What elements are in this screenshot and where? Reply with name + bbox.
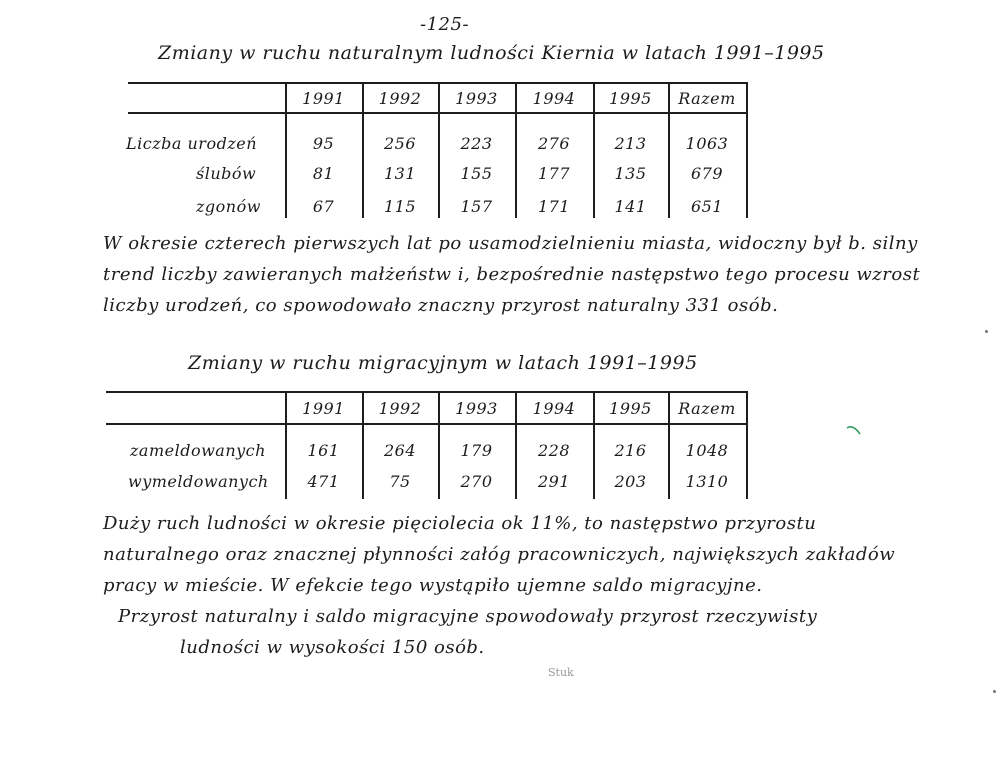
table2-cell: 1310	[685, 472, 729, 491]
table2-header-cell: 1995	[609, 399, 652, 418]
table2-header-cell: Razem	[678, 399, 736, 418]
table1-divider	[746, 82, 748, 218]
faint-stamp: Stuk	[548, 666, 574, 679]
paragraph-line: Przyrost naturalny i saldo migracyjne spowodowały przyrost rzeczywisty	[118, 606, 818, 627]
table2-cell: 1048	[685, 441, 729, 460]
table1-header-cell: Razem	[678, 89, 736, 108]
paragraph-migration	[103, 508, 895, 601]
paragraph-summary	[118, 601, 817, 663]
table1-cell: 157	[460, 197, 493, 216]
table1-header-cell: 1995	[609, 89, 652, 108]
table2-cell: 75	[389, 472, 411, 491]
table1-row-label: Liczba urodzeń	[126, 134, 258, 153]
table2-cell: 228	[537, 441, 571, 460]
table2-header-cell: 1994	[532, 399, 576, 418]
table1-cell: 276	[537, 134, 571, 153]
table1-cell: 256	[383, 134, 417, 153]
paragraph-line: naturalnego oraz znacznej płynności załóg pracowniczych, największych zakładów	[103, 544, 896, 565]
table2-cell: 179	[460, 441, 493, 460]
table1-row-label: zgonów	[196, 197, 261, 216]
table2-header-cell: 1991	[302, 399, 345, 418]
table2-row-label: zameldowanych	[130, 441, 266, 460]
paragraph-line: pracy w mieście. W efekcie tego wystąpiło ujemne saldo migracyjne.	[103, 575, 763, 596]
table2-header-cell: 1993	[455, 399, 498, 418]
table1-cell: 95	[312, 134, 335, 153]
table2-row-label: wymeldowanych	[128, 472, 269, 491]
paragraph-line: trend liczby zawieranych małżeństw i, bezpośrednie następstwo tego procesu wzrost	[103, 264, 921, 285]
table1-cell: 213	[614, 134, 647, 153]
table2-top-rule	[106, 391, 748, 393]
table1-cell: 67	[312, 197, 335, 216]
table2-cell: 216	[614, 441, 647, 460]
table1-cell: 141	[614, 197, 647, 216]
paragraph-line: ludności w wysokości 150 osób.	[180, 637, 485, 658]
table2-header-cell: 1992	[378, 399, 422, 418]
table1-cell: 131	[383, 164, 417, 183]
table2-cell: 471	[307, 472, 340, 491]
table2-cell: 161	[307, 441, 340, 460]
paragraph-line: W okresie czterech pierwszych lat po usamodzielnieniu miasta, widoczny był b. silny	[103, 233, 918, 254]
page-number: -125-	[420, 14, 470, 35]
table1-cell: 679	[690, 164, 724, 183]
table2-divider	[746, 391, 748, 499]
paragraph-line: liczby urodzeń, co spowodowało znaczny przyrost naturalny 331 osób.	[103, 295, 779, 316]
table1-cell: 155	[460, 164, 493, 183]
table2-header-rule	[106, 423, 748, 425]
table1-header-cell: 1993	[455, 89, 498, 108]
table2-cell: 203	[614, 472, 647, 491]
table1-cell: 223	[460, 134, 493, 153]
table2-cell: 264	[383, 441, 417, 460]
table1-cell: 177	[537, 164, 571, 183]
scan-speck	[993, 690, 996, 693]
table1-title: Zmiany w ruchu naturalnym ludności Kiernia w latach 1991–1995	[158, 42, 825, 64]
table1-row-label: ślubów	[196, 164, 257, 183]
table1-cell: 115	[383, 197, 417, 216]
paragraph-line: Duży ruch ludności w okresie pięciolecia ok 11%, to następstwo przyrostu	[103, 513, 817, 534]
paragraph-natural-growth	[103, 228, 920, 321]
table1-header-cell: 1994	[532, 89, 576, 108]
green-pen-mark	[846, 424, 862, 438]
table1-header-cell: 1991	[302, 89, 345, 108]
table2-title: Zmiany w ruchu migracyjnym w latach 1991–1995	[188, 352, 698, 374]
table1-cell: 651	[690, 197, 724, 216]
table1-cell: 81	[312, 164, 335, 183]
table1-cell: 1063	[685, 134, 729, 153]
table1-cell: 171	[537, 197, 571, 216]
table2-cell: 270	[460, 472, 493, 491]
table1-header-cell: 1992	[378, 89, 422, 108]
table2-cell: 291	[537, 472, 571, 491]
table1-cell: 135	[614, 164, 647, 183]
scan-speck	[985, 330, 988, 333]
